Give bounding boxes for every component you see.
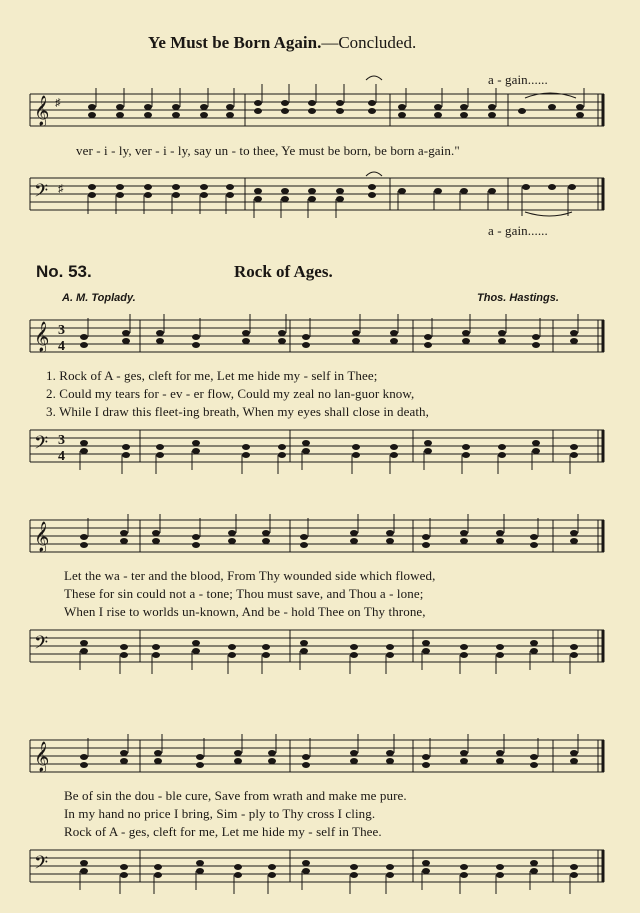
note (460, 644, 468, 674)
author-credit: A. M. Toplady. (62, 292, 136, 304)
note (302, 318, 310, 348)
note (422, 738, 430, 768)
note (350, 644, 358, 674)
lyric-line: These for sin could not a - tone; Thou must save, and Thou a - lone; (64, 586, 424, 601)
note (570, 314, 578, 344)
note (386, 514, 394, 544)
note (462, 314, 470, 344)
hymn-52-treble-staff (0, 86, 640, 136)
note (350, 734, 358, 764)
note (196, 738, 204, 768)
note (234, 864, 242, 894)
note (532, 440, 540, 470)
note (300, 640, 308, 670)
note (570, 864, 578, 894)
hymn-52-bass-staff (0, 170, 640, 220)
note (192, 640, 200, 670)
note (278, 314, 286, 344)
lyric-line: Be of sin the dou - ble cure, Save from wrath and make me pure. (64, 788, 407, 803)
note (242, 314, 250, 344)
note (154, 864, 162, 894)
hymn-number: No. 53. (36, 262, 92, 281)
note (460, 734, 468, 764)
note (352, 444, 360, 474)
note (242, 444, 250, 474)
lyric-line: 3. While I draw this fleet-ing breath, When my eyes shall close in death, (46, 404, 429, 419)
note (496, 644, 504, 674)
note (120, 864, 128, 894)
note (530, 738, 538, 768)
note (268, 734, 276, 764)
note (570, 444, 578, 474)
note (496, 864, 504, 894)
note (532, 318, 540, 348)
note (460, 864, 468, 894)
note (424, 440, 432, 470)
note (530, 860, 538, 890)
treble-clef: 𝄞 (34, 322, 50, 352)
note (570, 514, 578, 544)
note (196, 860, 204, 890)
note (262, 514, 270, 544)
lyric-line: Let the wa - ter and the blood, From Thy wounded side which flowed, (64, 568, 436, 583)
bass-clef: 𝄢 (34, 633, 49, 658)
note (424, 318, 432, 348)
svg-text:♯: ♯ (55, 97, 61, 109)
note (80, 440, 88, 470)
note (386, 864, 394, 894)
note (120, 644, 128, 674)
note (80, 318, 88, 348)
treble-staff (0, 732, 640, 784)
note (302, 860, 310, 890)
note (422, 640, 430, 670)
svg-text:𝄞: 𝄞 (34, 96, 50, 126)
note (122, 314, 130, 344)
lyric-line: When I rise to worlds un-known, And be - hold Thee on Thy throne, (64, 604, 426, 619)
note (350, 514, 358, 544)
note (302, 440, 310, 470)
note (268, 864, 276, 894)
note (80, 640, 88, 670)
hymn-52-title-suffix: —Concluded. (321, 33, 417, 52)
lyric-line: 1. Rock of A - ges, cleft for me, Let me hide my - self in Thee; (46, 368, 378, 383)
bass-staff (0, 842, 640, 894)
note (422, 860, 430, 890)
note (278, 444, 286, 474)
note (302, 738, 310, 768)
svg-text:𝄢: 𝄢 (34, 181, 49, 206)
note (228, 644, 236, 674)
note (154, 734, 162, 764)
composer-credit: Thos. Hastings. (477, 292, 559, 304)
note (496, 734, 504, 764)
note (462, 444, 470, 474)
treble-clef: 𝄞 (34, 742, 50, 772)
note (570, 734, 578, 764)
note (300, 518, 308, 548)
treble-clef: 𝄞 (34, 522, 50, 552)
lyric-line: 2. Could my tears for - ev - er flow, Could my zeal no lan-guor know, (46, 386, 415, 401)
time-signature-top: 3 (58, 323, 65, 338)
hymn-52-title-text: Ye Must be Born Again. (148, 33, 322, 52)
bass-staff (0, 422, 640, 474)
note (152, 514, 160, 544)
note (530, 518, 538, 548)
hymn-52-lyric: ver - i - ly, ver - i - ly, say un - to thee, Ye must be born, be born a-gain." (76, 143, 460, 158)
note (422, 518, 430, 548)
note (152, 644, 160, 674)
note (498, 444, 506, 474)
note (350, 864, 358, 894)
hymn-53-title: Rock of Ages. (234, 262, 333, 281)
note (192, 318, 200, 348)
bass-staff (0, 622, 640, 674)
note (570, 644, 578, 674)
note (496, 514, 504, 544)
note (120, 734, 128, 764)
lyric-line: Rock of A - ges, cleft for me, Let me hide my - self in Thee. (64, 824, 382, 839)
time-signature-top: 3 (58, 433, 65, 448)
note (80, 738, 88, 768)
hymn-52-bottom-word: a - gain...... (488, 223, 548, 238)
note (460, 514, 468, 544)
note (386, 734, 394, 764)
note (390, 444, 398, 474)
note (386, 644, 394, 674)
note (228, 514, 236, 544)
bass-clef: 𝄢 (34, 853, 49, 878)
svg-text:♯: ♯ (58, 183, 64, 195)
note (80, 860, 88, 890)
note (192, 440, 200, 470)
hymn-52-title (148, 33, 416, 53)
note (120, 514, 128, 544)
treble-staff (0, 312, 640, 364)
time-signature-bottom: 4 (58, 339, 65, 354)
time-signature-bottom: 4 (58, 449, 65, 464)
hymn-52-top-word: a - gain...... (488, 72, 548, 87)
note (156, 314, 164, 344)
note (530, 640, 538, 670)
note (390, 314, 398, 344)
note (262, 644, 270, 674)
treble-staff (0, 512, 640, 564)
note (498, 314, 506, 344)
note (80, 518, 88, 548)
lyric-line: In my hand no price I bring, Sim - ply to Thy cross I cling. (64, 806, 376, 821)
bass-clef: 𝄢 (34, 433, 49, 458)
note (156, 444, 164, 474)
note (122, 444, 130, 474)
note (352, 314, 360, 344)
note (192, 518, 200, 548)
note (234, 734, 242, 764)
